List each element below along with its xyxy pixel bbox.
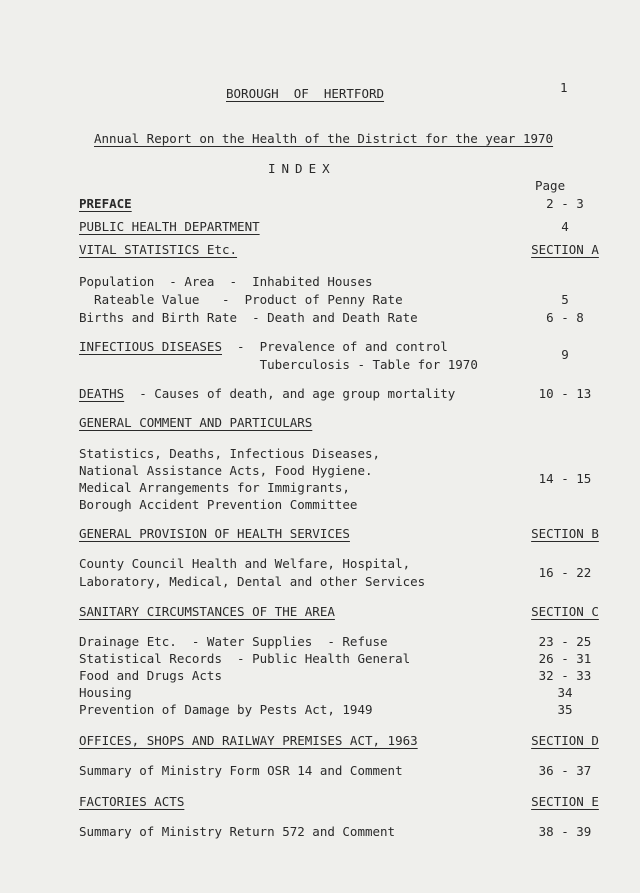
- infectious-line-2: Tuberculosis - Table for 1970: [79, 357, 478, 372]
- sanitary-line-4: Housing: [79, 685, 132, 700]
- sanitary-line-3: Food and Drugs Acts: [79, 668, 222, 683]
- offices-line: Summary of Ministry Form OSR 14 and Comment: [79, 763, 403, 778]
- provision-line-1: County Council Health and Welfare, Hospital,: [79, 556, 411, 571]
- section-general-provision: GENERAL PROVISION OF HEALTH SERVICES: [79, 526, 350, 541]
- sanitary-page-2: 26 - 31: [538, 651, 592, 666]
- section-sanitary: SANITARY CIRCUMSTANCES OF THE AREA: [79, 604, 335, 619]
- section-offices-shops: OFFICES, SHOPS AND RAILWAY PREMISES ACT, 1963: [79, 733, 418, 748]
- deaths-pages: 10 - 13: [538, 386, 592, 401]
- section-vital-statistics: VITAL STATISTICS Etc.: [79, 242, 238, 257]
- general-comment-pages: 14 - 15: [538, 471, 592, 486]
- section-public-health: PUBLIC HEALTH DEPARTMENT: [79, 219, 260, 234]
- sanitary-page-4: 34: [557, 685, 573, 700]
- preface-pages: 2 - 3: [546, 196, 584, 211]
- general-comment-line-4: Borough Accident Prevention Committee: [79, 497, 358, 512]
- factories-line: Summary of Ministry Return 572 and Comment: [79, 824, 396, 839]
- offices-section-ref: SECTION D: [531, 733, 599, 748]
- vital-line-1: Population - Area - Inhabited Houses: [79, 274, 373, 289]
- page-number: 1: [560, 80, 568, 95]
- general-comment-line-3: Medical Arrangements for Immigrants,: [79, 480, 350, 495]
- sanitary-line-5: Prevention of Damage by Pests Act, 1949: [79, 702, 373, 717]
- section-infectious: INFECTIOUS DISEASES: [79, 339, 222, 354]
- section-general-comment: GENERAL COMMENT AND PARTICULARS: [79, 415, 313, 430]
- sanitary-section-ref: SECTION C: [531, 604, 599, 619]
- infectious-pages: 9: [561, 347, 569, 362]
- sanitary-line-2: Statistical Records - Public Health General: [79, 651, 411, 666]
- section-factories: FACTORIES ACTS: [79, 794, 185, 809]
- vital-page-2: 6 - 8: [546, 310, 584, 325]
- factories-section-ref: SECTION E: [531, 794, 599, 809]
- sanitary-line-1: Drainage Etc. - Water Supplies - Refuse: [79, 634, 388, 649]
- report-title: Annual Report on the Health of the District for the year 1970: [94, 131, 554, 146]
- section-preface: PREFACE: [79, 196, 132, 211]
- page-column-heading: Page: [535, 178, 566, 193]
- vital-line-2: Rateable Value - Product of Penny Rate: [79, 292, 403, 307]
- provision-pages: 16 - 22: [538, 565, 592, 580]
- factories-pages: 38 - 39: [538, 824, 592, 839]
- provision-line-2: Laboratory, Medical, Dental and other Services: [79, 574, 426, 589]
- general-comment-line-1: Statistics, Deaths, Infectious Diseases,: [79, 446, 381, 461]
- index-heading: INDEX: [268, 161, 336, 176]
- general-comment-line-2: National Assistance Acts, Food Hygiene.: [79, 463, 373, 478]
- public-health-pages: 4: [561, 219, 569, 234]
- section-deaths: DEATHS: [79, 386, 125, 401]
- vital-line-3: Births and Birth Rate - Death and Death Rate: [79, 310, 418, 325]
- offices-pages: 36 - 37: [538, 763, 592, 778]
- vital-section-ref: SECTION A: [531, 242, 599, 257]
- sanitary-page-5: 35: [557, 702, 573, 717]
- vital-page-1: 5: [561, 292, 569, 307]
- provision-section-ref: SECTION B: [531, 526, 599, 541]
- sanitary-page-3: 32 - 33: [538, 668, 592, 683]
- infectious-line-1: - Prevalence of and control: [222, 339, 448, 354]
- borough-title: BOROUGH OF HERTFORD: [226, 86, 385, 101]
- sanitary-page-1: 23 - 25: [538, 634, 592, 649]
- deaths-line: - Causes of death, and age group mortality: [124, 386, 456, 401]
